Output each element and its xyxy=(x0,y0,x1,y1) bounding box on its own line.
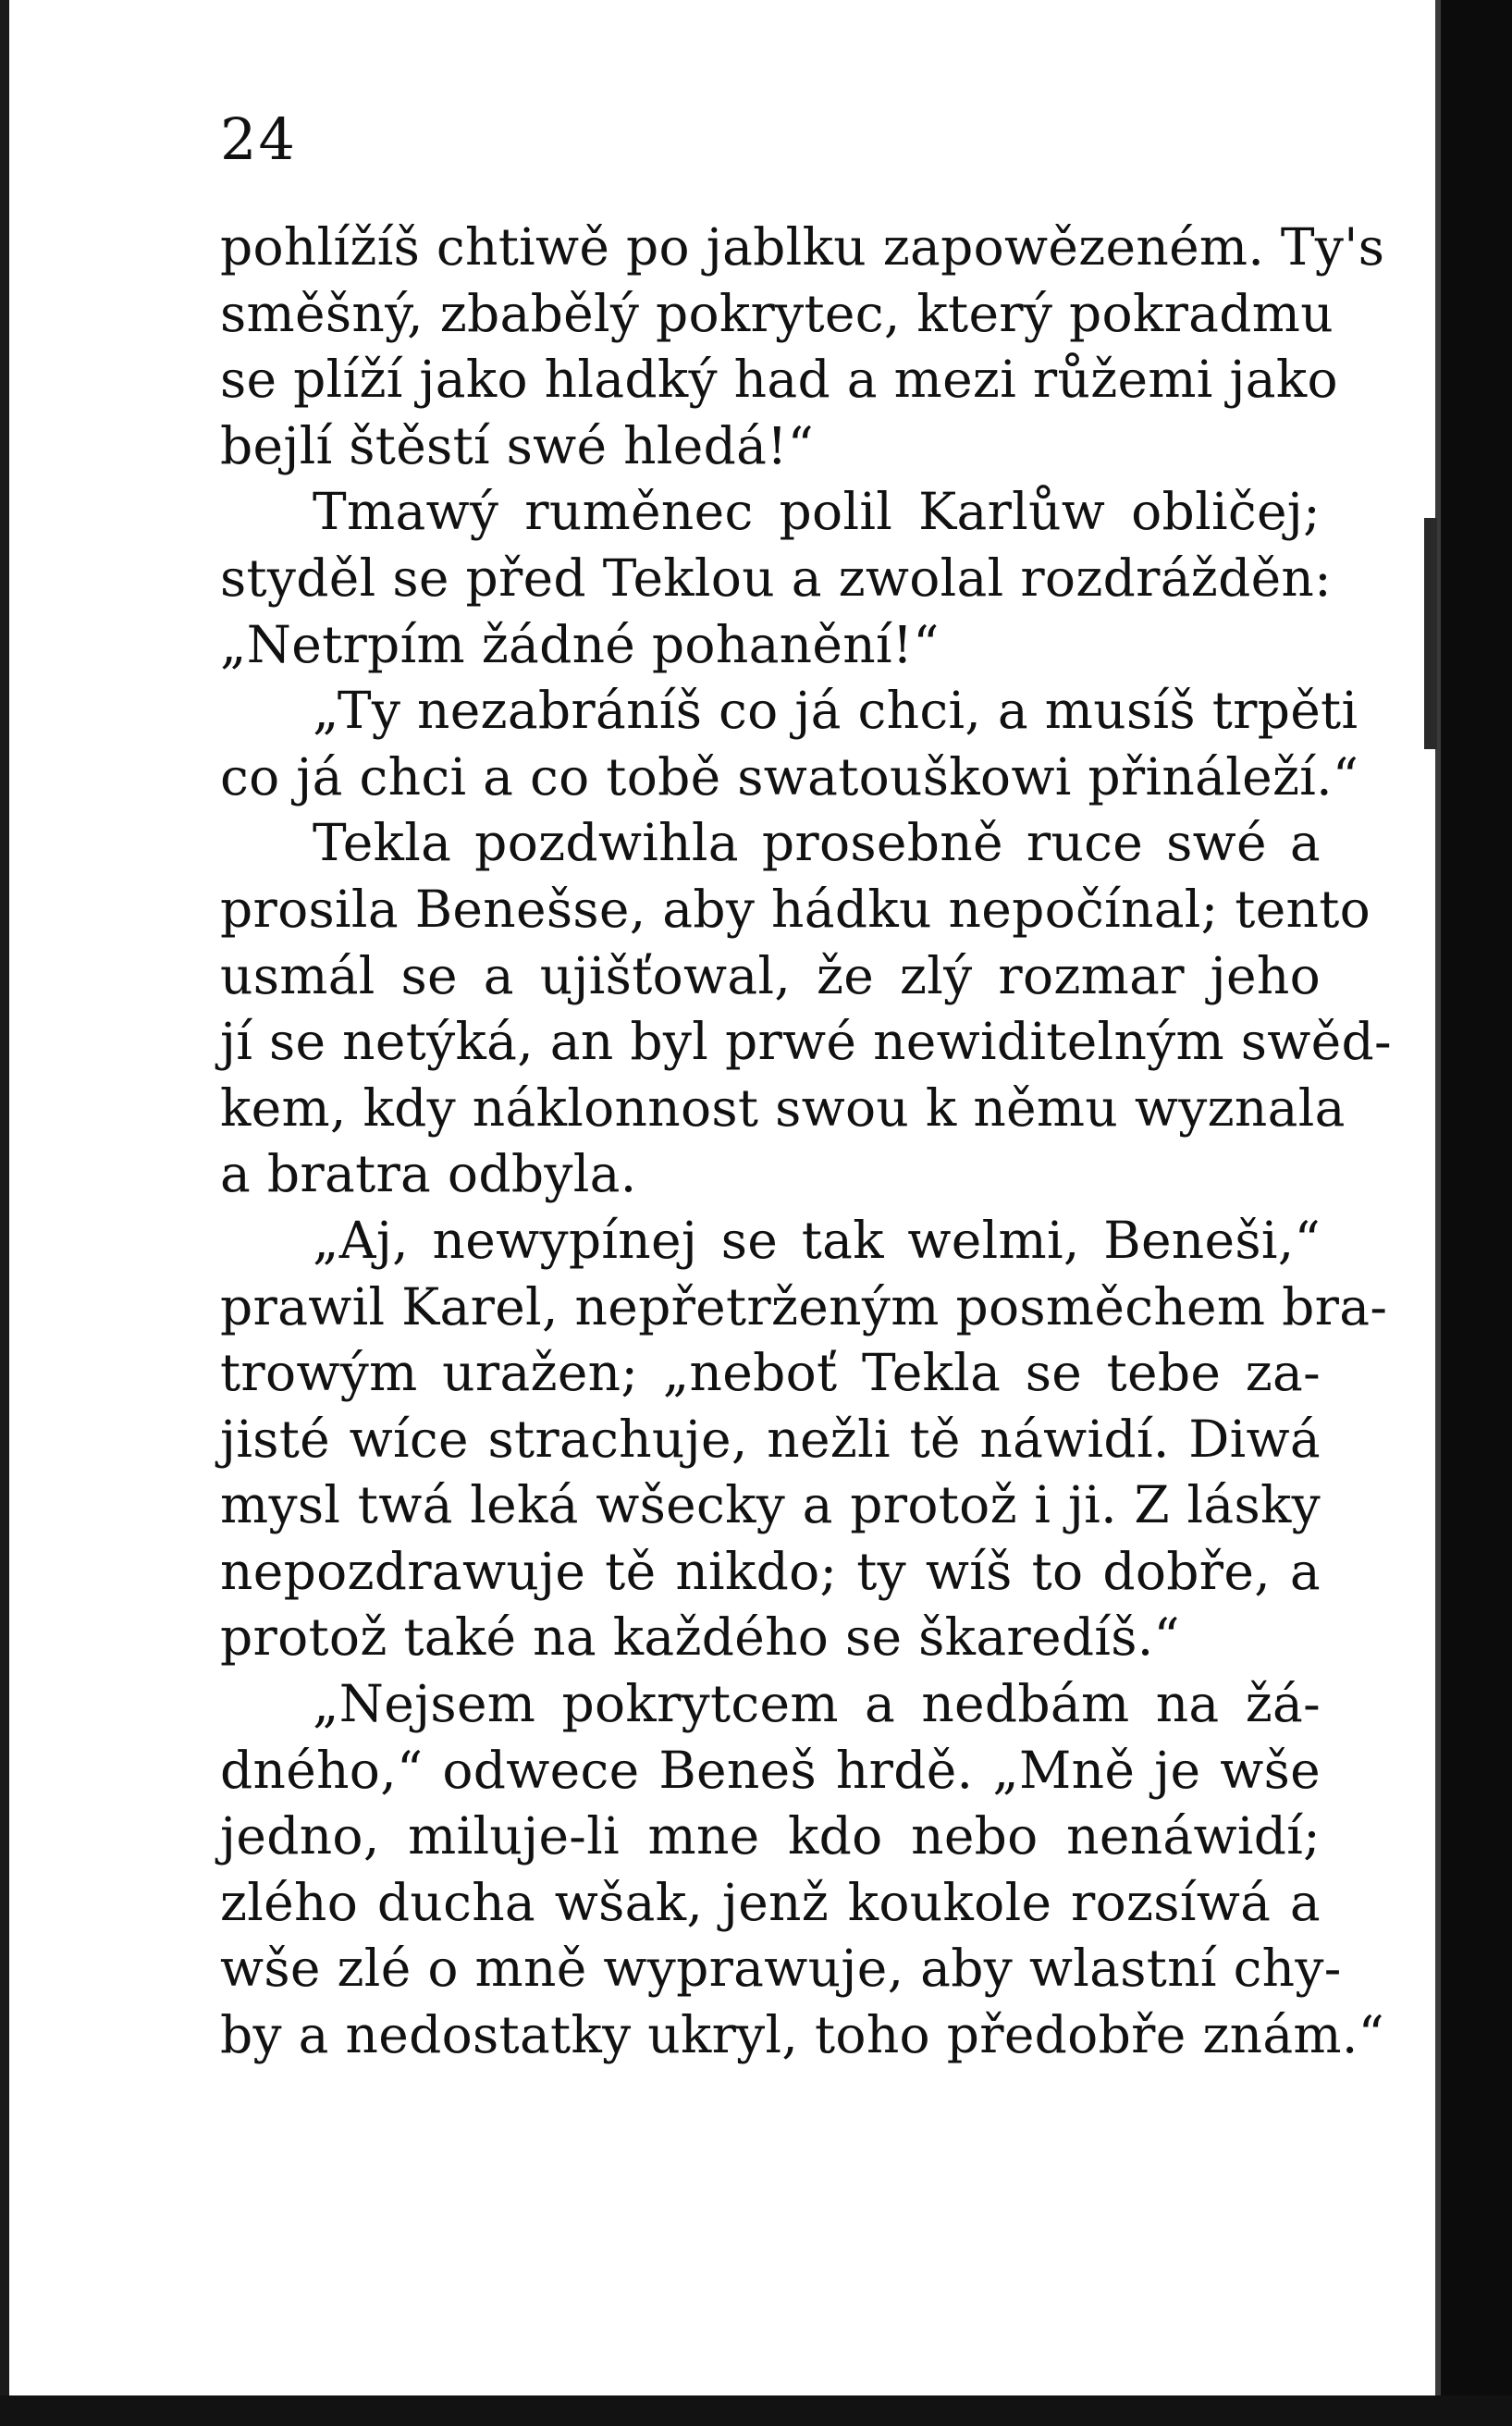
scan-edge-left xyxy=(0,0,9,2426)
text-line: mysl twá leká wšecky a protož i ji. Z lásky xyxy=(220,1475,1321,1535)
text-line: dného,“ odwece Beneš hrdě. „Mně je wše xyxy=(220,1740,1321,1800)
scan-mark xyxy=(1424,518,1437,749)
text-line: protož také na každého se škaredíš.“ xyxy=(220,1607,1180,1668)
text-line: se plíží jako hladký had a mezi růžemi jako xyxy=(220,350,1338,410)
text-line: jedno, miluje-li mne kdo nebo nenáwidí; xyxy=(220,1806,1321,1866)
scan-edge-right-inner xyxy=(1435,0,1441,2426)
text-line: „Netrpím žádné pohanění!“ xyxy=(220,614,940,674)
text-line: jisté wíce strachuje, nežli tě náwidí. Diwá xyxy=(220,1409,1321,1469)
text-line: a bratra odbyla. xyxy=(220,1144,637,1204)
body-text xyxy=(220,215,1392,2069)
text-line: prawil Karel, nepřetrženým posměchem bra- xyxy=(220,1276,1388,1336)
text-line: „Aj, newypínej se tak welmi, Beneši,“ xyxy=(313,1210,1321,1270)
text-line: co já chci a co tobě swatouškowi přináleží.“ xyxy=(220,746,1359,807)
text-line: kem, kdy náklonnost swou k němu wyznala xyxy=(220,1078,1346,1138)
page-number: 24 xyxy=(220,105,297,173)
text-line: pohlížíš chtiwě po jablku zapowězeném. Ty's xyxy=(220,217,1385,277)
text-line: zlého ducha wšak, jenž koukole rozsíwá a xyxy=(220,1872,1321,1932)
text-line: jí se netýká, an byl prwé newiditelným swěd- xyxy=(220,1012,1392,1072)
text-line: usmál se a ujišťowal, že zlý rozmar jeho xyxy=(220,945,1321,1005)
text-line: wše zlé o mně wyprawuje, aby wlastní chy- xyxy=(220,1939,1342,1999)
text-line: bejlí štěstí swé hledá!“ xyxy=(220,415,815,475)
text-line: nepozdrawuje tě nikdo; ty wíš to dobře, a xyxy=(220,1541,1321,1601)
text-line: „Ty nezabráníš co já chci, a musíš trpěti xyxy=(313,681,1358,741)
scan-edge-bottom xyxy=(0,2395,1512,2426)
book-page xyxy=(220,105,1392,2069)
text-line: trowým uražen; „neboť Tekla se tebe za- xyxy=(220,1343,1321,1403)
text-line: Tmawý ruměnec polil Karlůw obličej; xyxy=(313,482,1321,542)
scan-edge-right xyxy=(1435,0,1512,2426)
text-line: směšný, zbabělý pokrytec, který pokradmu xyxy=(220,283,1334,343)
text-line: „Nejsem pokrytcem a nedbám na žá- xyxy=(313,1674,1321,1734)
text-line: styděl se před Teklou a zwolal rozdrážděn: xyxy=(220,548,1332,608)
text-line: by a nedostatky ukryl, toho předobře znám.“ xyxy=(220,2005,1385,2065)
text-line: prosila Benešse, aby hádku nepočínal; tento xyxy=(220,879,1371,939)
text-line: Tekla pozdwihla prosebně ruce swé a xyxy=(313,813,1321,873)
